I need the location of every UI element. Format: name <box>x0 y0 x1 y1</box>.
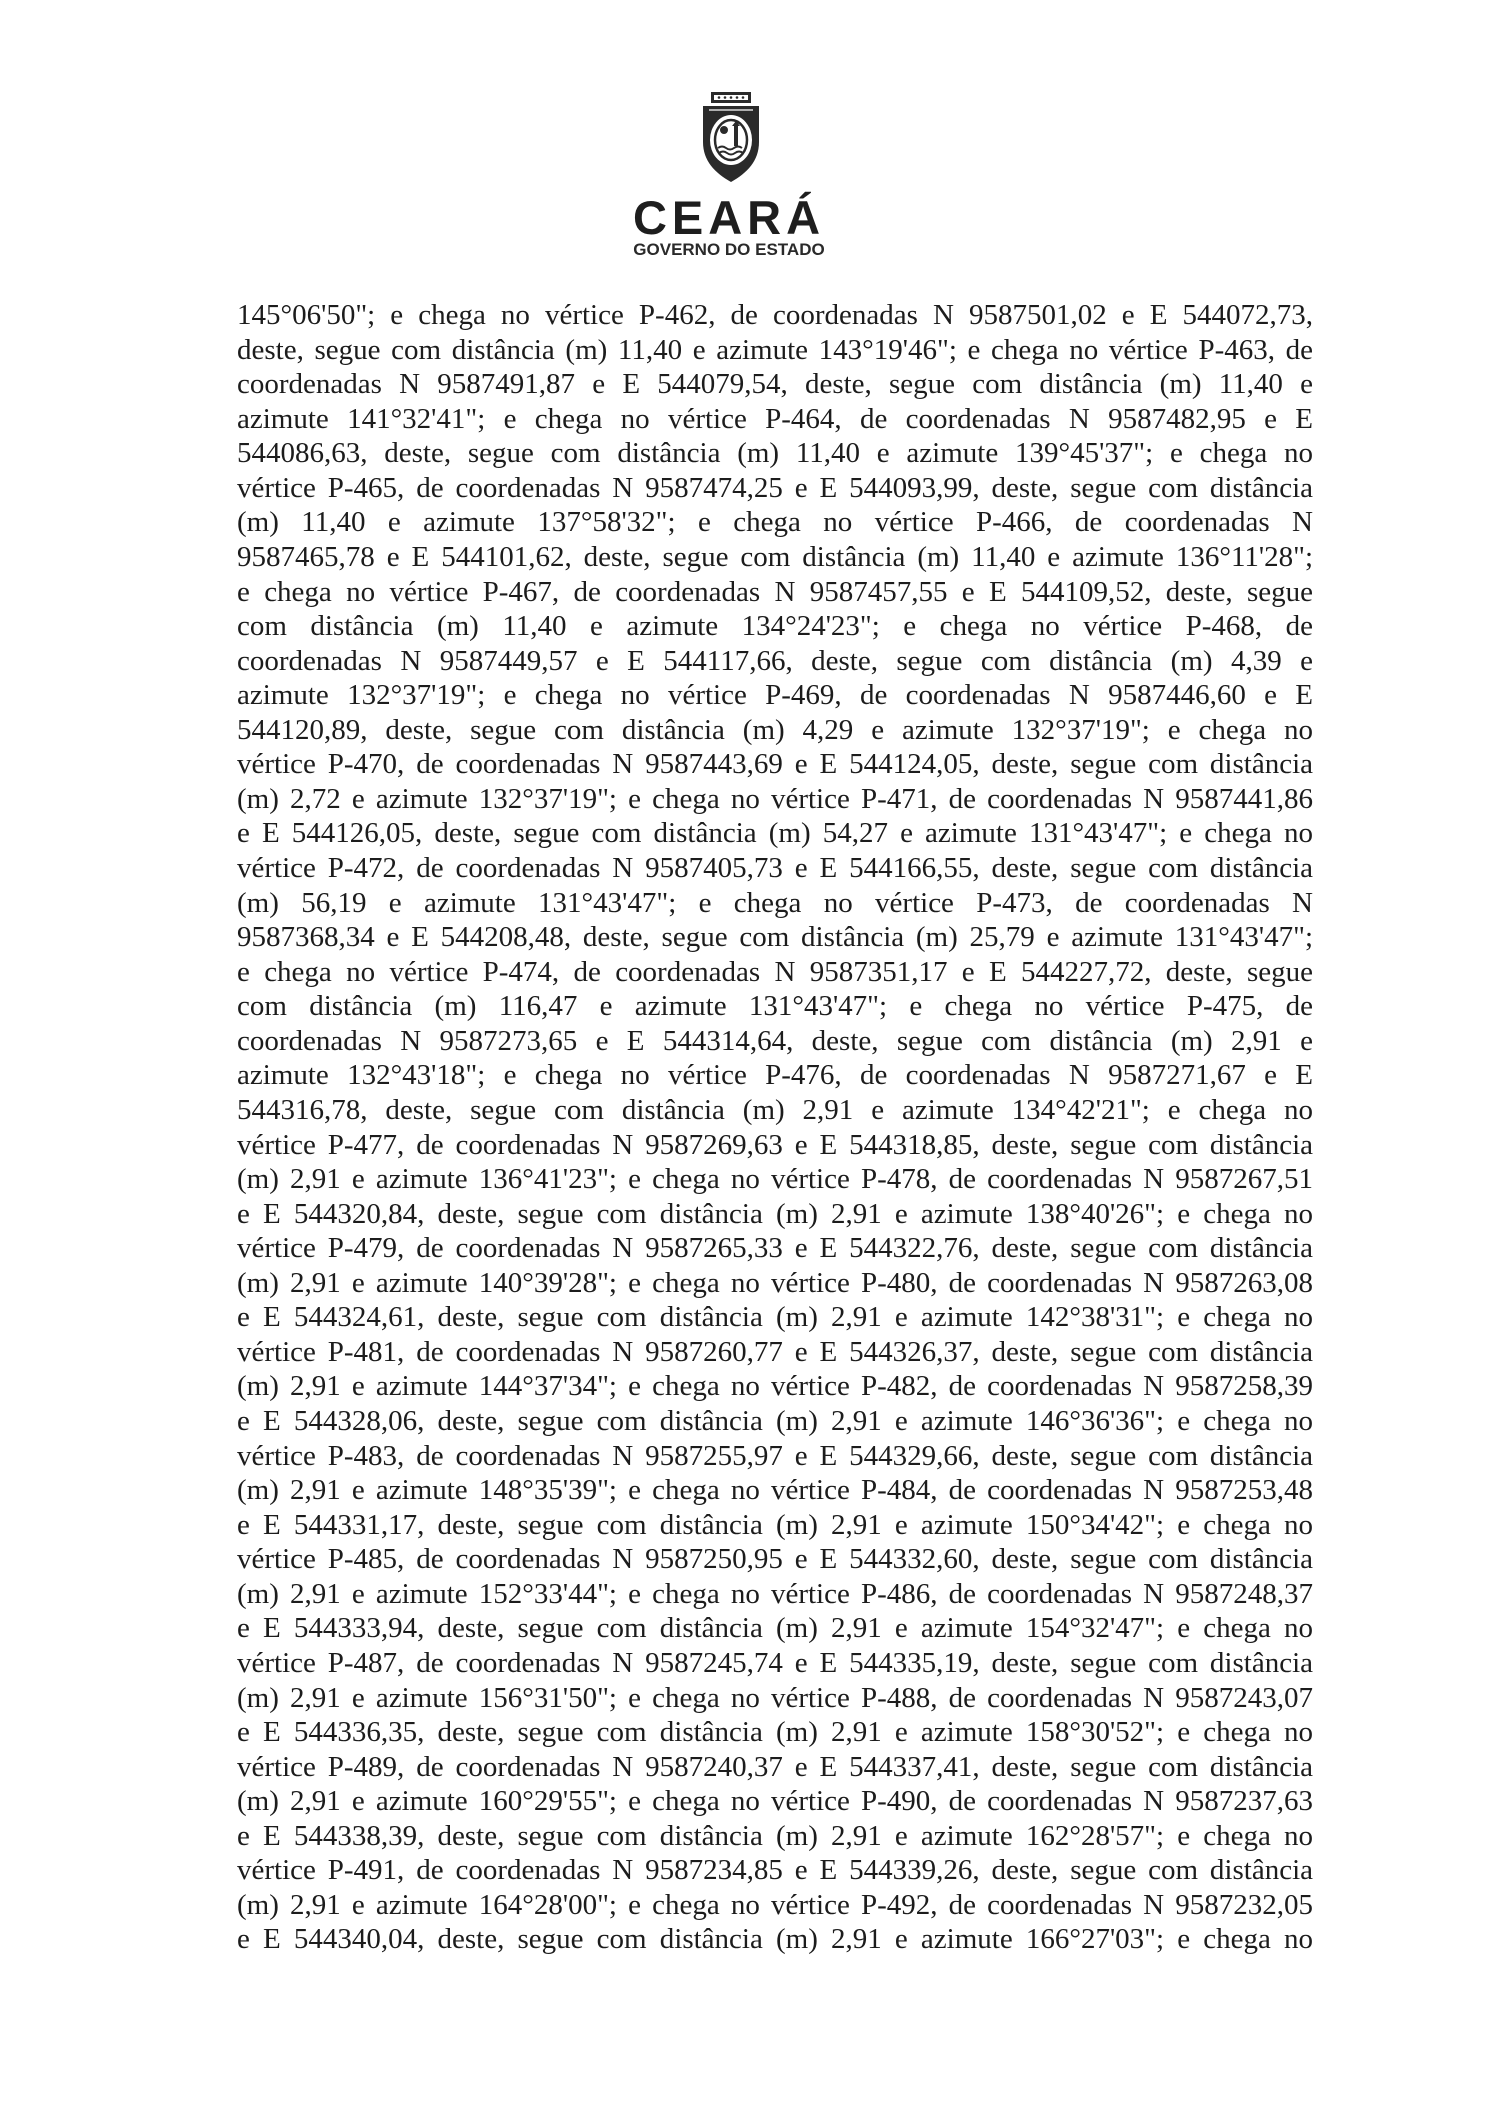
text-line: (m) 2,91 e azimute 148°35'39"; e chega no vértice P-484, de coordenadas N 9587253,48 <box>237 1474 1313 1507</box>
text-line: e chega no vértice P-467, de coordenadas N 9587457,55 e E 544109,52, deste, segue <box>237 575 1313 608</box>
text-line: (m) 2,72 e azimute 132°37'19"; e chega no vértice P-471, de coordenadas N 9587441,86 <box>237 782 1313 815</box>
text-line: 9587368,34 e E 544208,48, deste, segue com distância (m) 25,79 e azimute 131°43'47"; <box>237 921 1313 954</box>
body-text <box>237 298 1313 1957</box>
text-line: vértice P-491, de coordenadas N 9587234,85 e E 544339,26, deste, segue com distância <box>237 1854 1313 1887</box>
text-line: 9587465,78 e E 544101,62, deste, segue com distância (m) 11,40 e azimute 136°11'28"; <box>237 540 1313 573</box>
text-line: (m) 2,91 e azimute 140°39'28"; e chega no vértice P-480, de coordenadas N 9587263,08 <box>237 1266 1313 1299</box>
text-line: vértice P-485, de coordenadas N 9587250,95 e E 544332,60, deste, segue com distância <box>237 1543 1313 1576</box>
text-line: (m) 11,40 e azimute 137°58'32"; e chega no vértice P-466, de coordenadas N <box>237 506 1313 539</box>
text-line: vértice P-483, de coordenadas N 9587255,97 e E 544329,66, deste, segue com distância <box>237 1439 1313 1472</box>
text-line: e E 544340,04, deste, segue com distância (m) 2,91 e azimute 166°27'03"; e chega no <box>237 1923 1313 1956</box>
text-line: e E 544338,39, deste, segue com distância (m) 2,91 e azimute 162°28'57"; e chega no <box>237 1819 1313 1852</box>
text-line: e E 544333,94, deste, segue com distância (m) 2,91 e azimute 154°32'47"; e chega no <box>237 1612 1313 1645</box>
text-line: coordenadas N 9587273,65 e E 544314,64, deste, segue com distância (m) 2,91 e <box>237 1024 1313 1057</box>
text-line: (m) 2,91 e azimute 156°31'50"; e chega no vértice P-488, de coordenadas N 9587243,07 <box>237 1681 1313 1714</box>
text-line: 145°06'50"; e chega no vértice P-462, de coordenadas N 9587501,02 e E 544072,73, <box>237 299 1313 331</box>
text-line: azimute 132°43'18"; e chega no vértice P-476, de coordenadas N 9587271,67 e E <box>237 1059 1313 1092</box>
text-line: coordenadas N 9587449,57 e E 544117,66, deste, segue com distância (m) 4,39 e <box>237 644 1313 677</box>
text-line: azimute 132°37'19"; e chega no vértice P-469, de coordenadas N 9587446,60 e E <box>237 679 1313 712</box>
text-line: vértice P-465, de coordenadas N 9587474,25 e E 544093,99, deste, segue com distância <box>237 471 1313 504</box>
text-line: vértice P-487, de coordenadas N 9587245,74 e E 544335,19, deste, segue com distância <box>237 1646 1313 1679</box>
text-line: vértice P-470, de coordenadas N 9587443,69 e E 544124,05, deste, segue com distância <box>237 748 1313 781</box>
text-line: com distância (m) 116,47 e azimute 131°43'47"; e chega no vértice P-475, de <box>237 990 1313 1023</box>
text-line: (m) 2,91 e azimute 160°29'55"; e chega no vértice P-490, de coordenadas N 9587237,63 <box>237 1785 1313 1818</box>
government-subtitle: GOVERNO DO ESTADO <box>633 240 825 259</box>
text-line: e E 544336,35, deste, segue com distância (m) 2,91 e azimute 158°30'52"; e chega no <box>237 1716 1313 1749</box>
text-line: azimute 141°32'41"; e chega no vértice P-464, de coordenadas N 9587482,95 e E <box>237 402 1313 435</box>
text-line: vértice P-489, de coordenadas N 9587240,37 e E 544337,41, deste, segue com distância <box>237 1750 1313 1783</box>
text-line: deste, segue com distância (m) 11,40 e azimute 143°19'46"; e chega no vértice P-463, de <box>237 333 1313 366</box>
text-line: (m) 2,91 e azimute 144°37'34"; e chega no vértice P-482, de coordenadas N 9587258,39 <box>237 1370 1313 1403</box>
text-line: e E 544324,61, deste, segue com distância (m) 2,91 e azimute 142°38'31"; e chega no <box>237 1301 1313 1334</box>
text-line: 544316,78, deste, segue com distância (m) 2,91 e azimute 134°42'21"; e chega no <box>237 1093 1313 1126</box>
text-line: e E 544331,17, deste, segue com distância (m) 2,91 e azimute 150°34'42"; e chega no <box>237 1508 1313 1541</box>
text-line: vértice P-472, de coordenadas N 9587405,73 e E 544166,55, deste, segue com distância <box>237 852 1313 884</box>
text-line: vértice P-477, de coordenadas N 9587269,63 e E 544318,85, deste, segue com distância <box>237 1128 1313 1161</box>
text-line: (m) 2,91 e azimute 152°33'44"; e chega no vértice P-486, de coordenadas N 9587248,37 <box>237 1577 1313 1610</box>
text-line: (m) 2,91 e azimute 136°41'23"; e chega no vértice P-478, de coordenadas N 9587267,51 <box>237 1163 1313 1196</box>
text-line: e chega no vértice P-474, de coordenadas N 9587351,17 e E 544227,72, deste, segue <box>237 955 1313 988</box>
text-line: vértice P-479, de coordenadas N 9587265,33 e E 544322,76, deste, segue com distância <box>237 1232 1313 1265</box>
text-line: 544086,63, deste, segue com distância (m) 11,40 e azimute 139°45'37"; e chega no <box>237 437 1313 470</box>
text-line: coordenadas N 9587491,87 e E 544079,54, deste, segue com distância (m) 11,40 e <box>237 368 1313 401</box>
state-name: CEARÁ <box>632 191 826 244</box>
text-line: (m) 56,19 e azimute 131°43'47"; e chega no vértice P-473, de coordenadas N <box>237 886 1313 919</box>
text-line: 544120,89, deste, segue com distância (m) 4,29 e azimute 132°37'19"; e chega no <box>237 713 1313 746</box>
text-line: (m) 2,91 e azimute 164°28'00"; e chega no vértice P-492, de coordenadas N 9587232,05 <box>237 1888 1313 1921</box>
text-line: vértice P-481, de coordenadas N 9587260,77 e E 544326,37, deste, segue com distância <box>237 1335 1313 1368</box>
text-line: e E 544126,05, deste, segue com distância (m) 54,27 e azimute 131°43'47"; e chega no <box>237 817 1313 850</box>
text-line: e E 544320,84, deste, segue com distância (m) 2,91 e azimute 138°40'26"; e chega no <box>237 1197 1313 1230</box>
text-line: e E 544328,06, deste, segue com distância (m) 2,91 e azimute 146°36'36"; e chega no <box>237 1405 1313 1437</box>
text-line: com distância (m) 11,40 e azimute 134°24'23"; e chega no vértice P-468, de <box>237 610 1313 643</box>
coat-of-arms-icon <box>691 90 771 184</box>
